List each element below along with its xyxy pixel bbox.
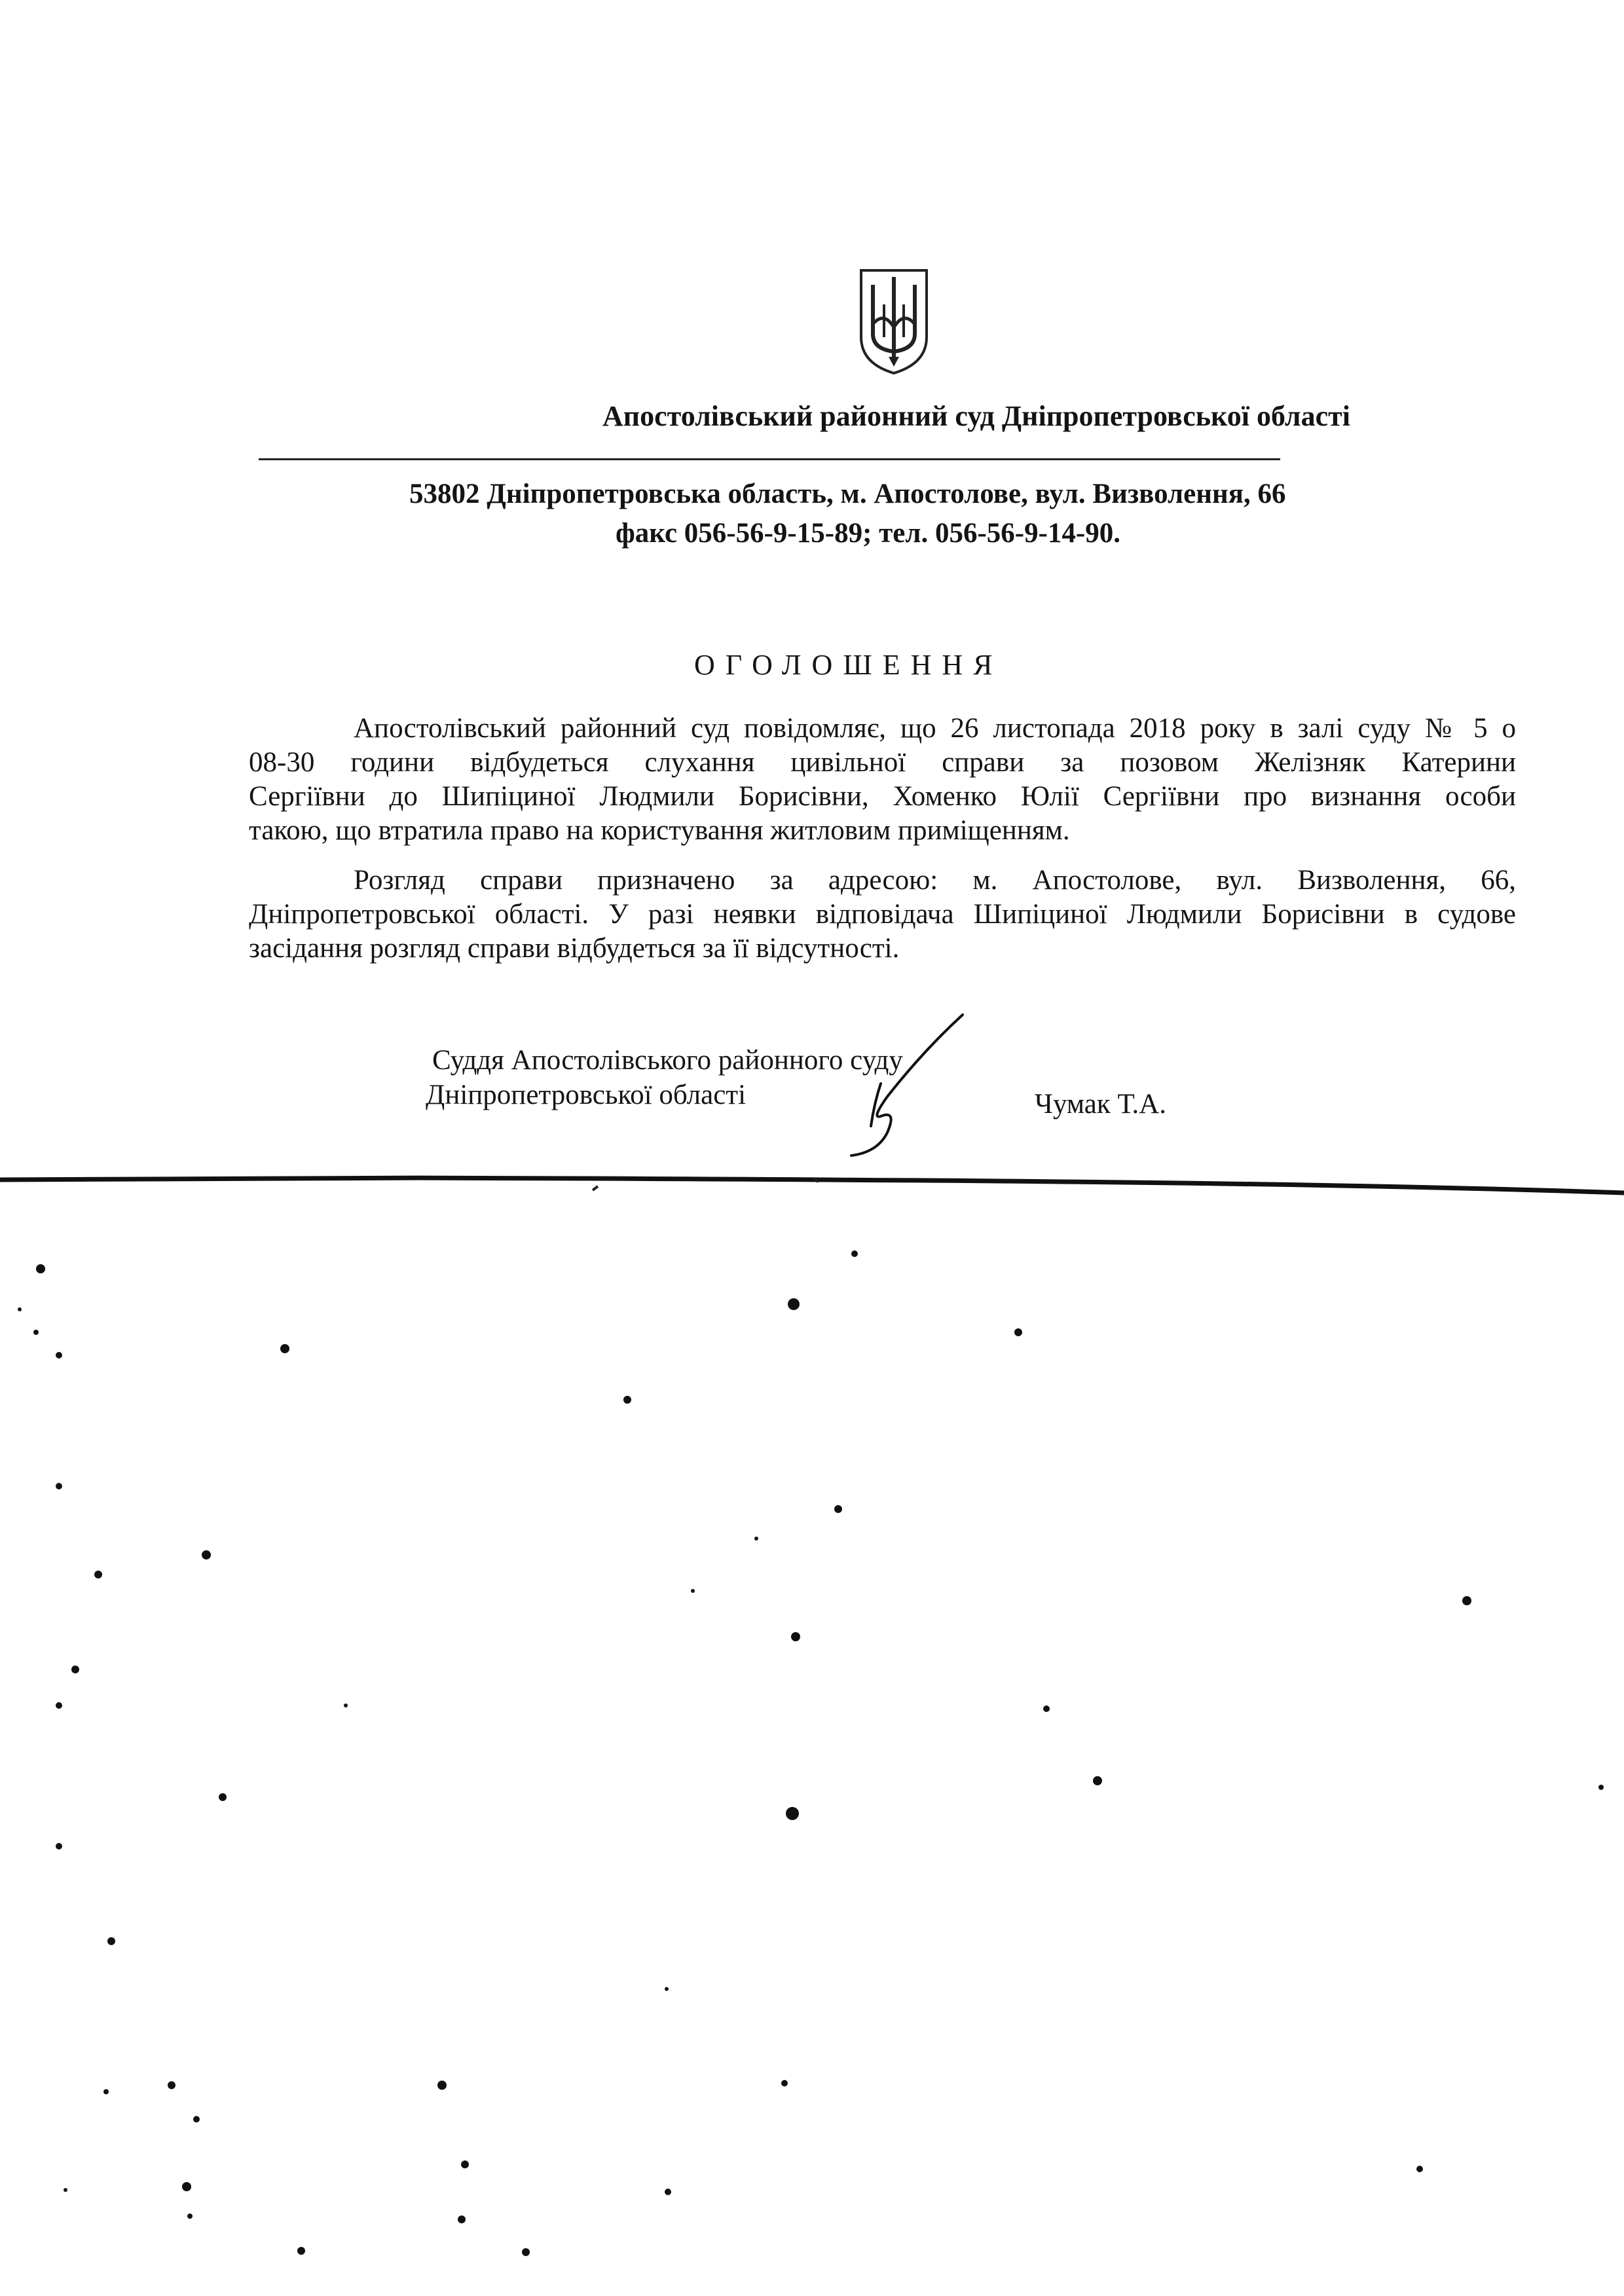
paragraph-1-line: Сергіївни до Шипіциної Людмили Борисівни, Хоменко Юлії Сергіївни про визнання особи	[249, 781, 1516, 812]
paragraph-2-line: Дніпропетровської області. У разі неявки відповідача Шипіциної Людмили Борисівни в судове	[249, 899, 1516, 930]
court-name: Апостолівський районний суд Дніпропетровської області	[602, 400, 1350, 432]
paragraph-1-line: Апостолівський районний суд повідомляє, що 26 листопада 2018 року в залі суду № 5 о	[354, 713, 1516, 744]
paragraph-1-line: такою, що втратила право на користування житловим приміщенням.	[249, 815, 1070, 846]
judge-title-line-2: Дніпропетровської області	[426, 1080, 747, 1110]
header-divider	[259, 458, 1280, 460]
judge-title-line-1: Суддя Апостолівського районного суду	[432, 1045, 903, 1076]
trident-coat-of-arms-icon	[855, 265, 933, 376]
scan-specks	[0, 1224, 1624, 2296]
page-cut-line	[0, 1152, 1624, 1205]
handwritten-signature	[825, 1011, 976, 1162]
court-phones: факс 056-56-9-15-89; тел. 056-56-9-14-90.	[616, 518, 1120, 549]
judge-name: Чумак Т.А.	[1035, 1089, 1167, 1120]
notice-title: ОГОЛОШЕННЯ	[694, 649, 1003, 681]
paragraph-2-line: Розгляд справи призначено за адресою: м. Апостолове, вул. Визволення, 66,	[354, 865, 1516, 896]
court-address: 53802 Дніпропетровська область, м. Апостолове, вул. Визволення, 66	[409, 479, 1286, 509]
paragraph-1-line: 08-30 години відбудеться слухання цивільної справи за позовом Желізняк Катерини	[249, 747, 1516, 778]
paragraph-2-line: засідання розгляд справи відбудеться за її відсутності.	[249, 933, 900, 964]
